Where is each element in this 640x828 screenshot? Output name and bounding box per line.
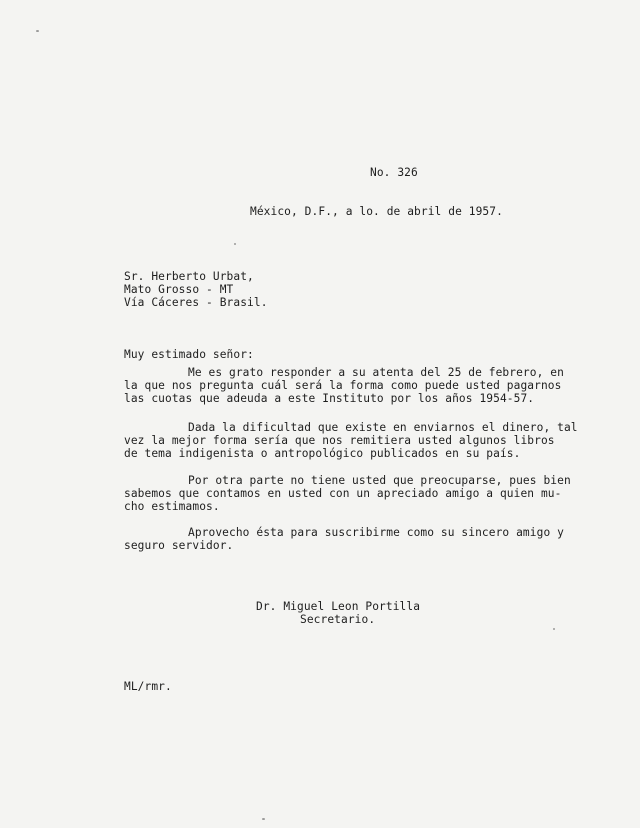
body-line: sabemos que contamos en usted con un apreciado amigo a quien mu- <box>124 487 562 500</box>
body-line: seguro servidor. <box>124 539 234 552</box>
scan-speck <box>553 628 555 630</box>
body-line: la que nos pregunta cuál será la forma como puede usted pagarnos <box>124 379 562 392</box>
typist-initials: ML/rmr. <box>124 680 172 693</box>
body-line: Aprovecho ésta para suscribirme como su sincero amigo y <box>188 526 564 539</box>
body-line: cho estimamos. <box>124 500 220 513</box>
body-line: las cuotas que adeuda a este Instituto por los años 1954-57. <box>124 392 535 405</box>
scan-speck <box>234 243 236 245</box>
signature-title: Secretario. <box>300 613 376 626</box>
body-line: Por otra parte no tiene usted que preocuparse, pues bien <box>188 474 571 487</box>
recipient-line: Sr. Herberto Urbat, <box>124 270 254 283</box>
body-line: Me es grato responder a su atenta del 25 de febrero, en <box>188 366 564 379</box>
letter-number: No. 326 <box>370 166 418 179</box>
body-line: vez la mejor forma sería que nos remitiera usted algunos libros <box>124 434 555 447</box>
body-line: Dada la dificultad que existe en enviarnos el dinero, tal <box>188 421 578 434</box>
body-line: de tema indigenista o antropológico publicados en su país. <box>124 447 521 460</box>
signature-name: Dr. Miguel Leon Portilla <box>256 600 421 613</box>
scan-speck <box>262 818 265 820</box>
salutation: Muy estimado señor: <box>124 348 254 361</box>
scan-speck <box>36 30 39 32</box>
recipient-line: Vía Cáceres - Brasil. <box>124 296 268 309</box>
recipient-line: Mato Grosso - MT <box>124 283 234 296</box>
letter-date: México, D.F., a lo. de abril de 1957. <box>250 205 503 218</box>
